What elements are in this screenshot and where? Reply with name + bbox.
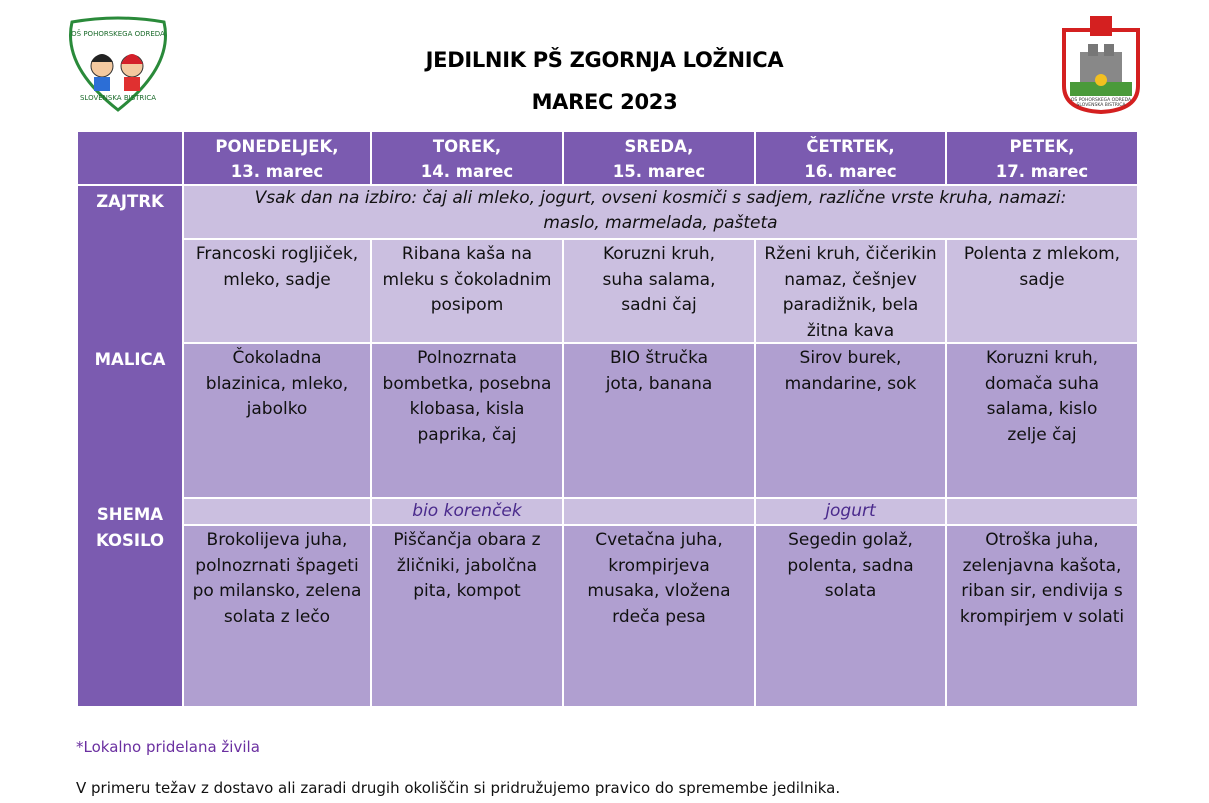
disclaimer: V primeru težav z dostavo ali zaradi drugih okoliščin si pridružujemo pravico do spremembe jedilnika. (76, 779, 841, 797)
shema-cell-4 (947, 499, 1137, 524)
page-title: JEDILNIK PŠ ZGORNJA LOŽNICA (425, 48, 784, 72)
logo-left-top-text: OŠ POHORSKEGA ODREDA (71, 30, 165, 38)
label-kosilo: KOSILO (95, 531, 165, 550)
malica-text: Sirov burek, mandarine, sok (784, 348, 917, 394)
logo-left-bottom-text: SLOVENSKA BISTRICA (79, 94, 157, 102)
malica-text: Čokoladna blazinica, mleko, jabolko (205, 348, 349, 419)
header-empty-cell (78, 132, 182, 184)
menu-table (76, 130, 1139, 708)
label-zajtrk: ZAJTRK (96, 192, 164, 211)
zajtrk-text: Rženi kruh, čičerikin namaz, češnjev paradižnik, bela žitna kava (764, 244, 937, 341)
malica-text: Koruzni kruh, domača suha salama, kislo zelje čaj (984, 348, 1100, 445)
kosilo-cell-0 (184, 526, 370, 706)
kosilo-cell-2 (564, 526, 754, 706)
kosilo-text: Brokolijeva juha, polnozrnati špageti po milansko, zelena solata z lečo (192, 530, 362, 627)
zajtrk-cell-2 (564, 240, 754, 342)
shema-cell-0 (184, 499, 370, 524)
day-date: 17. marec (995, 162, 1089, 181)
zajtrk-cell-1 (372, 240, 562, 342)
page-subtitle: MAREC 2023 (531, 90, 678, 114)
footnote: *Lokalno pridelana živila (76, 738, 260, 756)
malica-text: Polnozrnata bombetka, posebna klobasa, kisla paprika, čaj (382, 348, 552, 445)
kosilo-text: Piščančja obara z žličniki, jabolčna pita, kompot (393, 530, 541, 601)
zajtrk-text: Polenta z mlekom, sadje (963, 244, 1121, 290)
shema-text: bio korenček (412, 501, 522, 521)
zajtrk-all-days (184, 186, 1137, 238)
kosilo-cell-1 (372, 526, 562, 706)
malica-text: BIO štručka jota, banana (605, 348, 713, 394)
zajtrk-text: Ribana kaša na mleku s čokoladnim posipom (382, 244, 552, 315)
label-shema: SHEMA (96, 505, 164, 524)
shema-cell-2 (564, 499, 754, 524)
malica-cell-4 (947, 344, 1137, 497)
zajtrk-text: Koruzni kruh, suha salama, sadni čaj (602, 244, 716, 315)
day-header-4 (947, 132, 1137, 184)
day-name: SREDA, (624, 137, 694, 156)
day-name: PONEDELJEK, (215, 137, 339, 156)
zajtrk-all-text: Vsak dan na izbiro: čaj ali mleko, jogurt, ovseni kosmiči s sadjem, različne vrste kruha, namazi: maslo, marmelada, pašteta (254, 188, 1067, 233)
zajtrk-text: Francoski rogljiček, mleko, sadje (195, 244, 359, 290)
day-name: ČETRTEK, (806, 137, 895, 156)
day-date: 16. marec (804, 162, 897, 181)
day-date: 14. marec (420, 162, 514, 181)
day-name: PETEK, (1009, 137, 1075, 156)
kosilo-text: Segedin golaž, polenta, sadna solata (787, 530, 914, 601)
day-header-2 (564, 132, 754, 184)
shema-text: jogurt (825, 501, 876, 521)
zajtrk-cell-0 (184, 240, 370, 342)
kosilo-cell-4 (947, 526, 1137, 706)
kosilo-text: Cvetačna juha, krompirjeva musaka, vložena rdeča pesa (587, 530, 731, 627)
malica-cell-1 (372, 344, 562, 497)
day-header-1 (372, 132, 562, 184)
label-malica: MALICA (94, 350, 166, 369)
kosilo-text: Otroška juha, zelenjavna kašota, riban sir, endivija s krompirjem v solati (959, 530, 1125, 627)
malica-cell-3 (756, 344, 945, 497)
day-header-3 (756, 132, 945, 184)
malica-cell-0 (184, 344, 370, 497)
shema-cell-3 (756, 499, 945, 524)
day-date: 15. marec (612, 162, 706, 181)
malica-cell-2 (564, 344, 754, 497)
kosilo-cell-3 (756, 526, 945, 706)
day-name: TOREK, (432, 137, 502, 156)
label-column (78, 186, 182, 706)
shema-cell-1 (372, 499, 562, 524)
zajtrk-cell-3 (756, 240, 945, 342)
logo-right-bottom-text: OŠ POHORSKEGA ODREDA SLOVENSKA BISTRICA (1070, 98, 1132, 108)
zajtrk-cell-4 (947, 240, 1137, 342)
day-date: 13. marec (230, 162, 324, 181)
day-header-0 (184, 132, 370, 184)
